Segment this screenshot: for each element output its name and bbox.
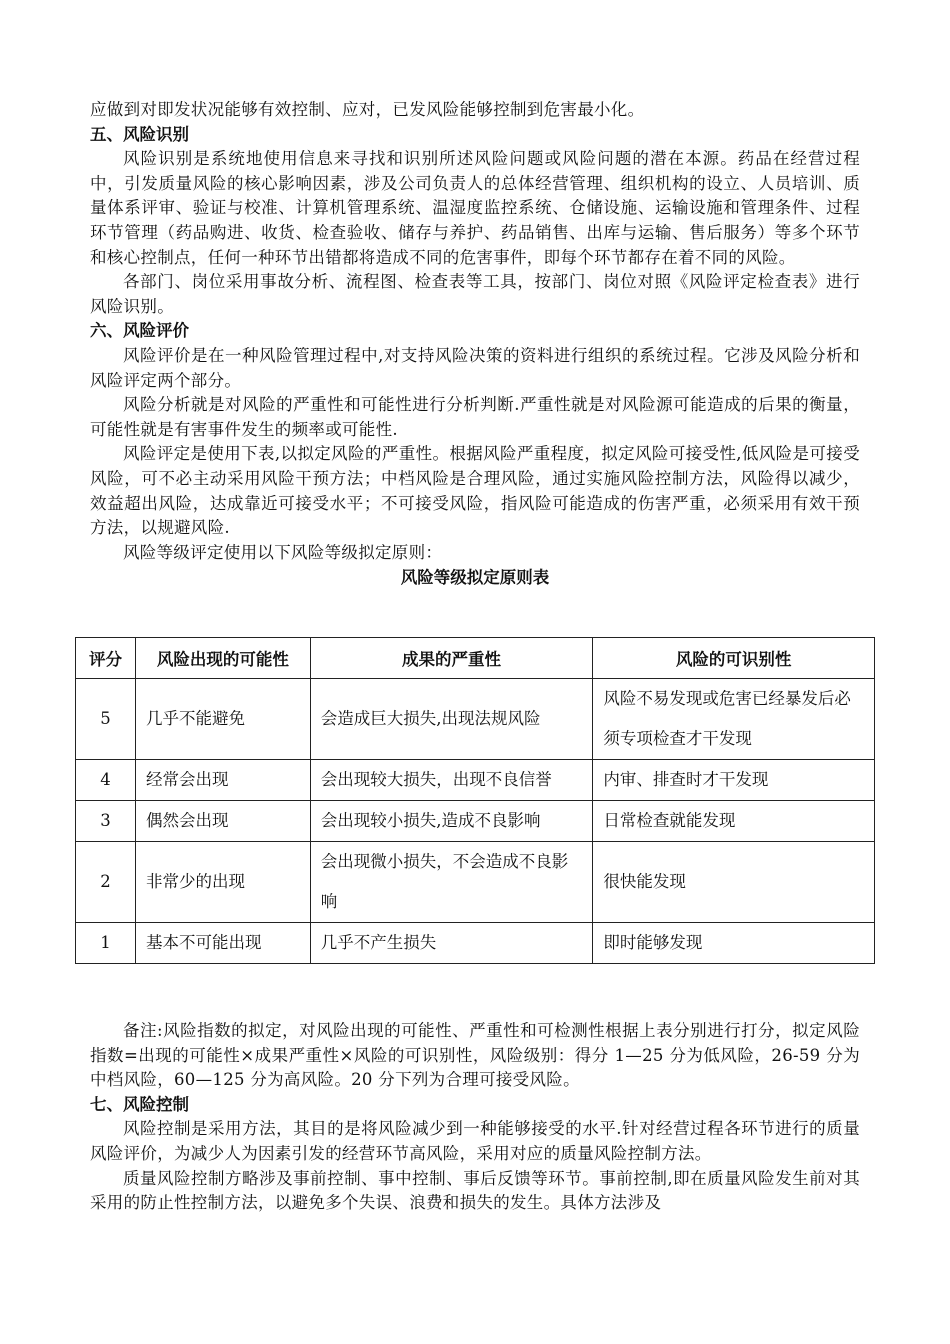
cell-severity: 几乎不产生损失 [310,923,593,964]
table-row [76,801,875,842]
table-note: 备注:风险指数的拟定，对风险出现的可能性、严重性和可检测性根据上表分别进行打分，拟定风险指数=出现的可能性×成果严重性×风险的可识别性，风险级别：得分 1—25 分为低风险，26-59 分为中档风险，60—125 分为高风险。20 分下列为合理可接受风险。 [90,1021,860,1090]
section-6-paragraph-2: 风险分析就是对风险的严重性和可能性进行分析判断.严重性就是对风险源可能造成的后果的衡量，可能性就是有害事件发生的频率或可能性. [90,395,860,439]
cell-likelihood: 经常会出现 [135,760,310,801]
header-score: 评分 [76,638,136,679]
header-likelihood: 风险出现的可能性 [135,638,310,679]
lower-text [90,1019,860,1216]
cell-score: 1 [76,923,136,964]
risk-level-table [75,637,875,964]
cell-severity: 会造成巨大损失,出现法规风险 [310,679,593,760]
cell-detectability: 内审、排查时才干发现 [593,760,875,801]
cell-severity: 会出现较小损失,造成不良影响 [310,801,593,842]
cell-score: 5 [76,679,136,760]
section-5-paragraph-2: 各部门、岗位采用事故分析、流程图、检查表等工具，按部门、岗位对照《风险评定检查表》进行风险识别。 [90,272,860,316]
section-6-paragraph-1: 风险评价是在一种风险管理过程中,对支持风险决策的资料进行组织的系统过程。它涉及风险分析和风险评定两个部分。 [90,345,860,390]
cell-severity: 会出现微小损失，不会造成不良影响 [310,842,593,923]
section-7-heading: 七、风险控制 [90,1094,189,1114]
table-row [76,923,875,964]
section-7-paragraph-2: 质量风险控制方略涉及事前控制、事中控制、事后反馈等环节。事前控制,即在质量风险发生前对其采用的防止性控制方法，以避免多个失误、浪费和损失的发生。具体方法涉及 [90,1168,860,1213]
header-severity: 成果的严重性 [310,638,593,679]
cell-score: 2 [76,842,136,923]
section-5-paragraph-1: 风险识别是系统地使用信息来寻找和识别所述风险问题或风险问题的潜在本源。药品在经营过程中，引发质量风险的核心影响因素，涉及公司负责人的总体经营管理、组织机构的设立、人员培训、质量体系评审、验证与校准、计算机管理系统、温湿度监控系统、仓储设施、运输设施和管理条件、过程环节管理（药品购进、收货、检查验收、储存与养护、药品销售、出库与运输、售后服务）等多个环节和核心控制点，任何一种环节出错都将造成不同的危害事件，即每个环节都存在着不同的风险。 [90,149,860,267]
table-title: 风险等级拟定原则表 [400,568,550,588]
cell-likelihood: 偶然会出现 [135,801,310,842]
section-5-heading: 五、风险识别 [90,124,189,144]
table-row [76,760,875,801]
section-7-paragraph-1: 风险控制是采用方法，其目的是将风险减少到一种能够接受的水平.针对经营过程各环节进行的质量风险评价，为减少人为因素引发的经营环节高风险，采用对应的质量风险控制方法。 [90,1119,860,1163]
cell-score: 3 [76,801,136,842]
cell-score: 4 [76,760,136,801]
cell-likelihood: 基本不可能出现 [135,923,310,964]
cell-detectability: 即时能够发现 [593,923,875,964]
header-detectability: 风险的可识别性 [593,638,875,679]
cell-severity: 会出现较大损失，出现不良信誉 [310,760,593,801]
section-6-paragraph-3: 风险评定是使用下表,以拟定风险的严重性。根据风险严重程度，拟定风险可接受性,低风险是可接受风险，可不必主动采用风险干预方法；中档风险是合理风险，通过实施风险控制方法，风险得以减少，效益超出风险，达成靠近可接受水平；不可接受风险，指风险可能造成的伤害严重，必须采用有效干预方法，以规避风险. [90,444,860,538]
cell-detectability: 很快能发现 [593,842,875,923]
section-6-paragraph-4: 风险等级评定使用以下风险等级拟定原则： [123,542,443,562]
upper-text [90,98,860,603]
cell-detectability: 日常检查就能发现 [593,801,875,842]
section-6-heading: 六、风险评价 [90,321,189,341]
intro-paragraph: 应做到对即发状况能够有效控制、应对，已发风险能够控制到危害最小化。 [90,100,645,119]
table-row [76,679,875,760]
table-row [76,842,875,923]
cell-detectability: 风险不易发现或危害已经暴发后必须专项检查才干发现 [593,679,875,760]
cell-likelihood: 非常少的出现 [135,842,310,923]
cell-likelihood: 几乎不能避免 [135,679,310,760]
table-header-row [76,638,875,679]
